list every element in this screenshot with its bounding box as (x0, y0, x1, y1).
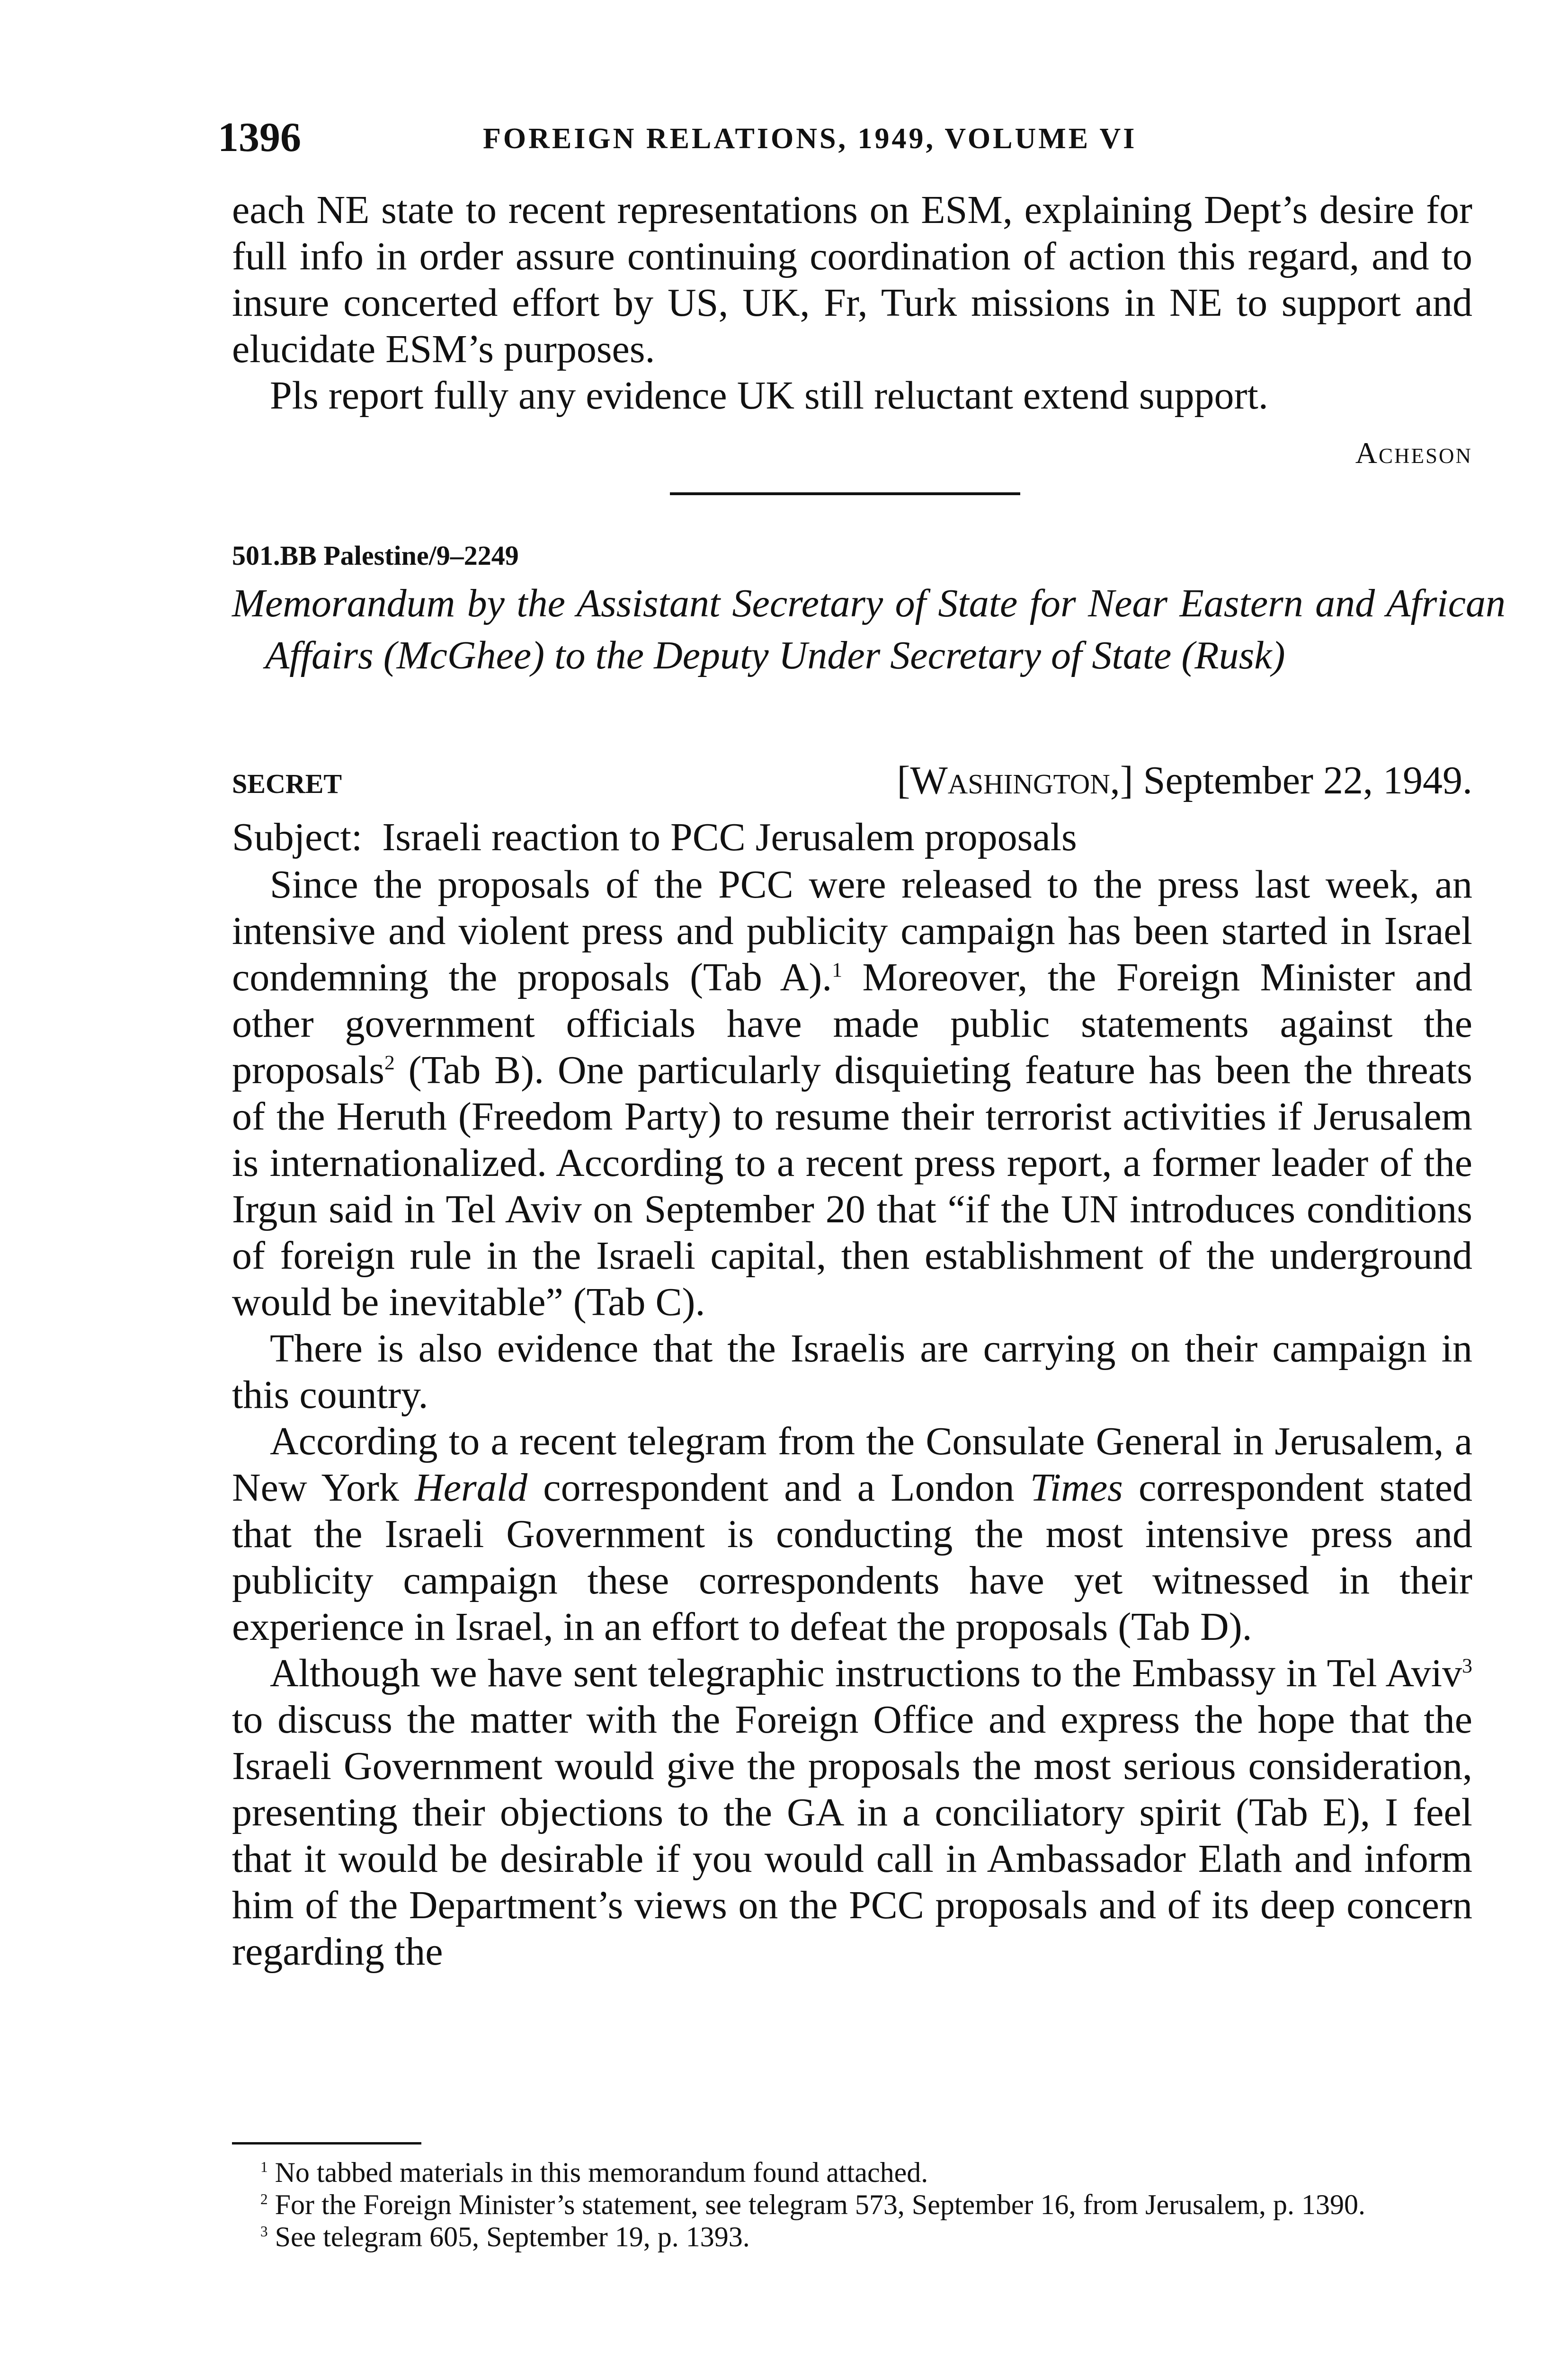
footnote-ref-1: 1 (832, 959, 843, 981)
footnote-ref-3: 3 (1462, 1655, 1472, 1677)
footnote-3-text: See telegram 605, September 19, p. 1393. (275, 2221, 750, 2252)
footnote-1 (232, 2156, 1472, 2189)
running-head: FOREIGN RELATIONS, 1949, VOLUME VI (483, 123, 1137, 155)
footnote-2-marker: 2 (260, 2191, 268, 2207)
newspaper-times: Times (1030, 1466, 1123, 1510)
body-paragraph-1 (232, 862, 1472, 1326)
memorandum-body (232, 862, 1472, 1975)
footnote-3-marker: 3 (260, 2223, 268, 2240)
classification-label: SECRET (232, 768, 342, 799)
continued-paragraph-1: each NE state to recent representations on ESM, explaining Dept’s desire for full info in order assure continuing coordination of action this regard, and to insure concerted effort by US, UK, Fr, Turk missions in NE to support and elucidate ESM’s purposes. (232, 188, 1472, 371)
paragraph-4-text-a: Although we have sent telegraphic instructions to the Embassy in Tel Aviv (270, 1651, 1462, 1695)
continued-text (232, 187, 1472, 419)
dateline (897, 757, 1472, 803)
paragraph-3-text-c: correspondent stated that the Israeli Government is conducting the most intensive press and publicity campaign these correspondents have yet witnessed in their experience in Israel, in an effort to defeat the proposals (Tab D). (232, 1466, 1472, 1649)
footnote-1-marker: 1 (260, 2159, 268, 2175)
paragraph-1-text-b: Moreover, the Foreign Minister and other government officials have made public statements against the proposals (232, 955, 1472, 1092)
subject-text: Israeli reaction to PCC Jerusalem proposals (382, 815, 1077, 859)
body-paragraph-3 (232, 1418, 1472, 1650)
footnote-2 (232, 2189, 1472, 2221)
paragraph-1-text-a: Since the proposals of the PCC were released to the press last week, an intensive and violent press and publicity campaign has been started in Israel condemning the proposals (Tab A). (232, 863, 1472, 999)
paragraph-4-text-b: to discuss the matter with the Foreign Office and express the hope that the Israeli Government would give the proposals the most serious consideration, presenting their objections to the GA in a conciliatory spirit (Tab E), I feel that it would be desirable if you would call in Ambassador Elath and inform him of the Department’s views on the PCC proposals and of its deep concern regarding the (232, 1698, 1472, 1974)
document-title: Memorandum by the Assistant Secretary of State for Near Eastern and African Affairs (McGhee) to the Deputy Under Secretary of State (Rusk) (232, 581, 1506, 677)
footnote-3 (232, 2221, 1472, 2253)
signature: Acheson (1355, 436, 1472, 470)
subject-line (232, 814, 1472, 860)
footnote-divider (232, 2142, 421, 2145)
page-header (218, 114, 1472, 170)
dateline-place: [Washington,] (897, 758, 1133, 802)
file-number: 501.BB Palestine/9–2249 (232, 540, 519, 571)
classification-dateline-row (232, 757, 1472, 805)
footnote-2-text: For the Foreign Minister’s statement, see telegram 573, September 16, from Jerusalem, p. 1390. (275, 2189, 1366, 2220)
paragraph-3-text-a: According to a recent telegram from the Consulate General in Jerusalem, a New York (232, 1419, 1472, 1510)
subject-label: Subject: (232, 815, 363, 859)
section-divider (670, 492, 1020, 495)
continued-paragraph-2: Pls report fully any evidence UK still reluctant extend support. (270, 374, 1268, 418)
body-paragraph-4 (232, 1650, 1472, 1975)
page-number: 1396 (218, 115, 301, 160)
footnotes (232, 2156, 1472, 2253)
footnote-1-text: No tabbed materials in this memorandum found attached. (275, 2157, 928, 2188)
paragraph-1-text-c: (Tab B). One particularly disquieting feature has been the threats of the Heruth (Freedom Party) to resume their terrorist activities if Jerusalem is internationalized. According to a recent press report, a former leader of the Irgun said in Tel Aviv on September 20 that “if the UN introduces conditions of foreign rule in the Israeli capital, then establishment of the underground would be inevitable” (Tab C). (232, 1048, 1472, 1324)
paragraph-3-text-b: correspondent and a London (527, 1466, 1030, 1510)
footnote-ref-2: 2 (384, 1051, 395, 1074)
body-paragraph-2: There is also evidence that the Israelis are carrying on their campaign in this country. (232, 1326, 1472, 1417)
newspaper-herald: Herald (415, 1466, 528, 1510)
dateline-date: September 22, 1949. (1143, 758, 1472, 802)
